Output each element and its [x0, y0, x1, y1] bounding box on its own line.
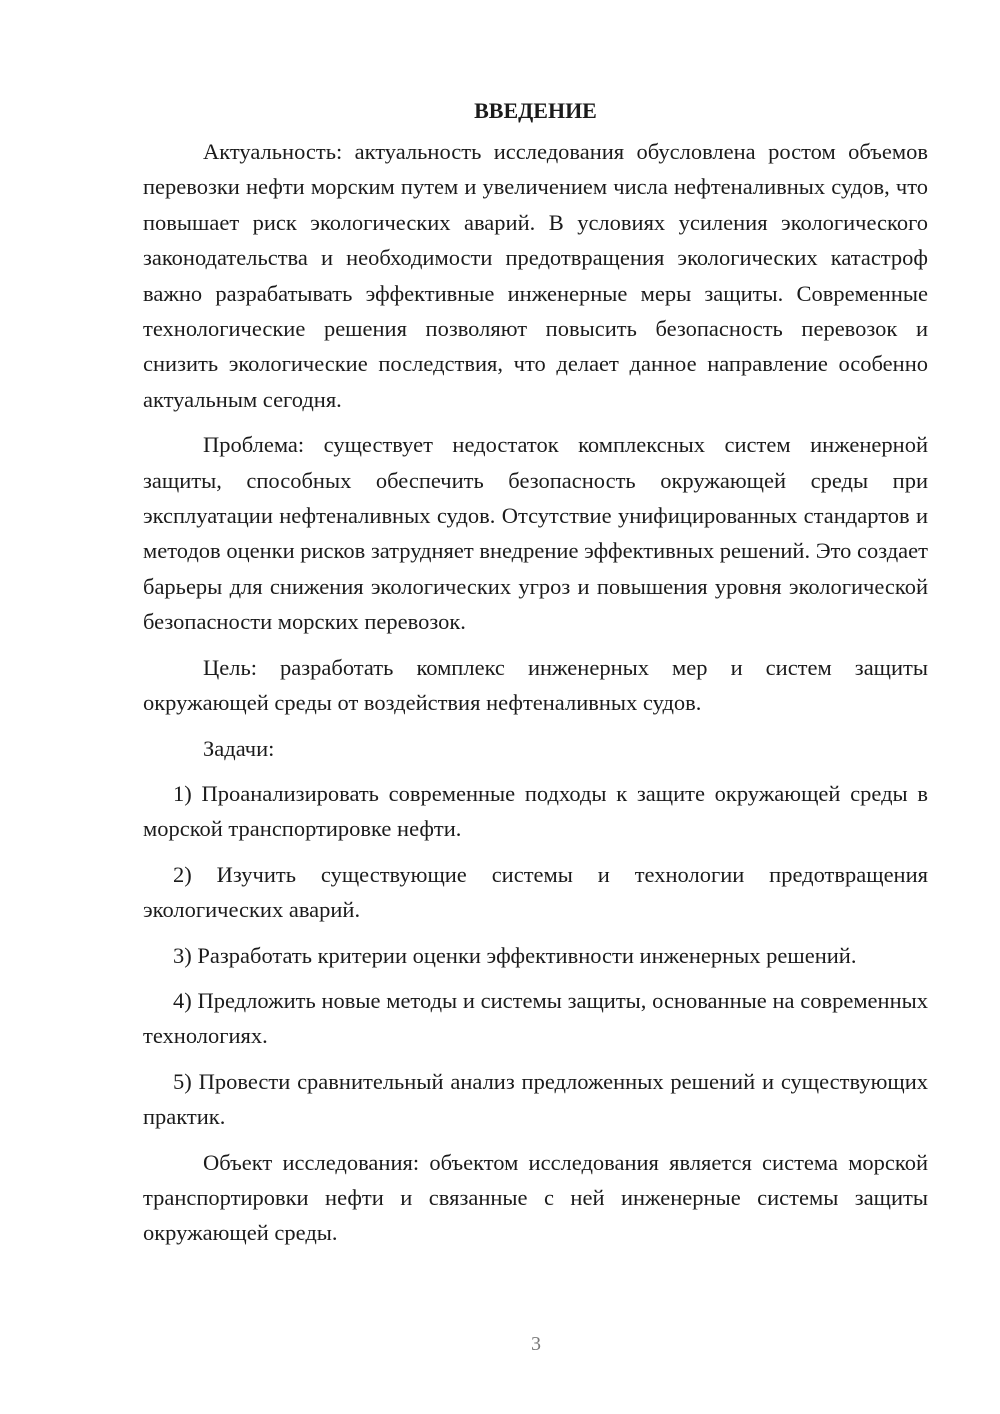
task-item-4: 4) Предложить новые методы и системы защиты, основанные на современных технологиях.: [143, 987, 928, 1049]
task-item-2: 2) Изучить существующие системы и технологии предотвращения экологических аварий.: [143, 861, 928, 923]
task-item-5: 5) Провести сравнительный анализ предложенных решений и существующих практик.: [143, 1068, 928, 1130]
task-item-3: 3) Разработать критерии оценки эффективности инженерных решений.: [173, 942, 857, 968]
research-object-paragraph: Объект исследования: объектом исследования является система морской транспортировки нефти и связанные с ней инженерные системы защиты окружающей среды.: [143, 1149, 928, 1246]
problem-paragraph: Проблема: существует недостаток комплексных систем инженерной защиты, способных обеспечить безопасность окружающей среды при эксплуатации нефтеналивных судов. Отсутствие унифицированных стандартов и методов оценки рисков затрудняет внедрение эффективных решений. Это создает барьеры для снижения экологических угроз и повышения уровня экологической безопасности морских перевозок.: [143, 432, 928, 635]
relevance-paragraph: Актуальность: актуальность исследования обусловлена ростом объемов перевозки нефти морским путем и увеличением числа нефтеналивных судов, что повышает риск экологических аварий. В условиях усиления экологического законодательства и необходимости предотвращения экологических катастроф важно разрабатывать эффективные инженерные меры защиты. Современные технологические решения позволяют повысить безопасность перевозок и снизить экологические последствия, что делает данное направление особенно актуальным сегодня.: [143, 139, 928, 412]
section-title: ВВЕДЕНИЕ: [474, 98, 597, 123]
task-item-1: 1) Проанализировать современные подходы к защите окружающей среды в морской транспортировке нефти.: [143, 780, 928, 842]
tasks-heading: Задачи:: [203, 735, 275, 761]
goal-paragraph: Цель: разработать комплекс инженерных мер и систем защиты окружающей среды от воздействия нефтеналивных судов.: [143, 654, 928, 716]
document-page: [143, 96, 928, 1251]
page-number: 3: [531, 1333, 541, 1355]
